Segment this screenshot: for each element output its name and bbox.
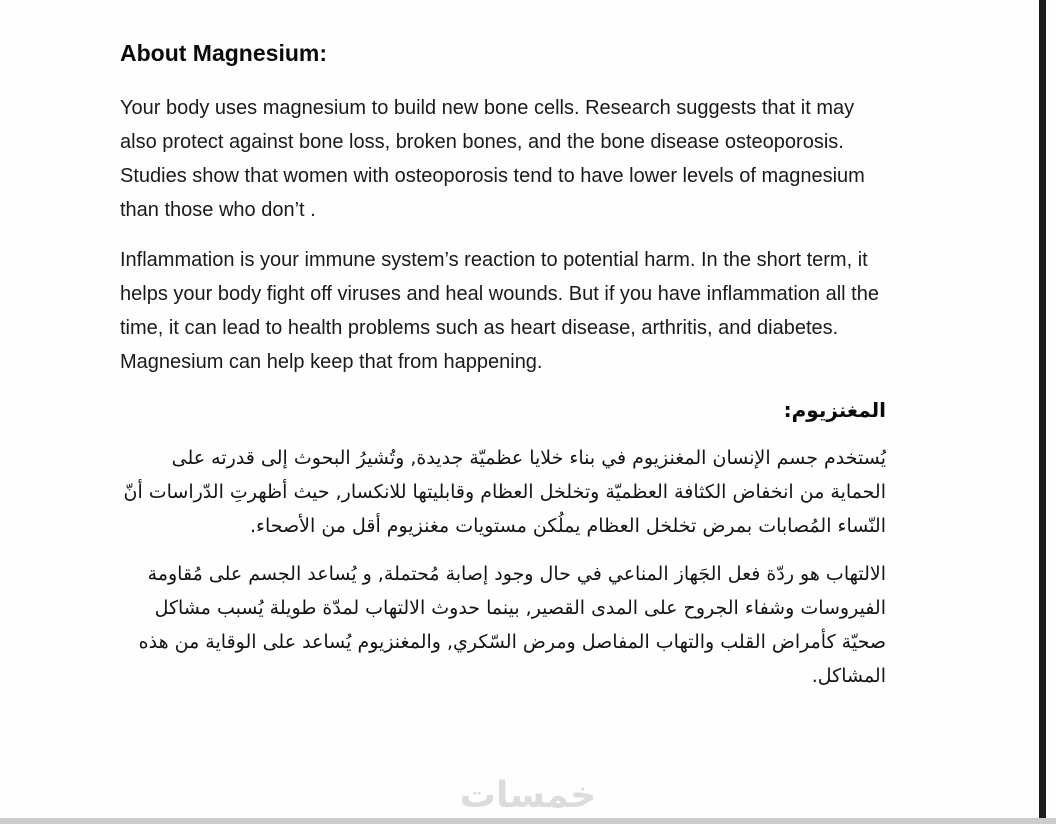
arabic-paragraph-bone-health: يُستخدم جسم الإنسان المغنزيوم في بناء خلايا عظميّة جديدة, وتُشيرُ البحوث إلى قدرته على الحماية من انخفاض الكثافة العظميّة وتخلخل العظام وقابليتها للانكسار, حيث أظهرتِ الدّراسات أنّ النّساء المُصابات بمرض تخلخل العظام يملُكن مستويات مغنزيوم أقل من الأصحاء.	[123, 447, 886, 537]
arabic-paragraph-inflammation: الالتهاب هو ردّة فعل الجَهاز المناعي في حال وجود إصابة مُحتملة, و يُساعد الجسم على مُقاومة الفيروسات وشفاء الجروح على المدى القصير, بينما حدوث الالتهاب لمدّة طويلة يُسبب مشاكل صحيّة كأمراض القلب والتهاب المفاصل ومرض السّكري, والمغنزيوم يُساعد على الوقاية من هذه المشاكل.	[138, 563, 886, 687]
heading-magnesium-arabic: المغنزيوم:	[783, 398, 886, 422]
page-edge-shadow-right	[1039, 0, 1046, 824]
english-paragraph-inflammation: Inflammation is your immune system’s reaction to potential harm. In the short term, it helps your body fight off viruses and heal wounds. But if you have inflammation all the time, it can lead to health problems such as heart disease, arthritis, and diabetes. Magnesium can help keep that from happening.	[120, 249, 879, 373]
heading-about-magnesium: About Magnesium:	[120, 40, 327, 66]
english-paragraph-bone-health: Your body uses magnesium to build new bone cells. Research suggests that it may also protect against bone loss, broken bones, and the bone disease osteoporosis. Studies show that women with osteoporosis tend to have lower levels of magnesium than those who don’t .	[120, 97, 865, 221]
document-content	[120, 40, 886, 707]
khamsat-watermark: خمسات	[459, 775, 597, 816]
page-edge-shadow-bottom	[0, 818, 1056, 824]
